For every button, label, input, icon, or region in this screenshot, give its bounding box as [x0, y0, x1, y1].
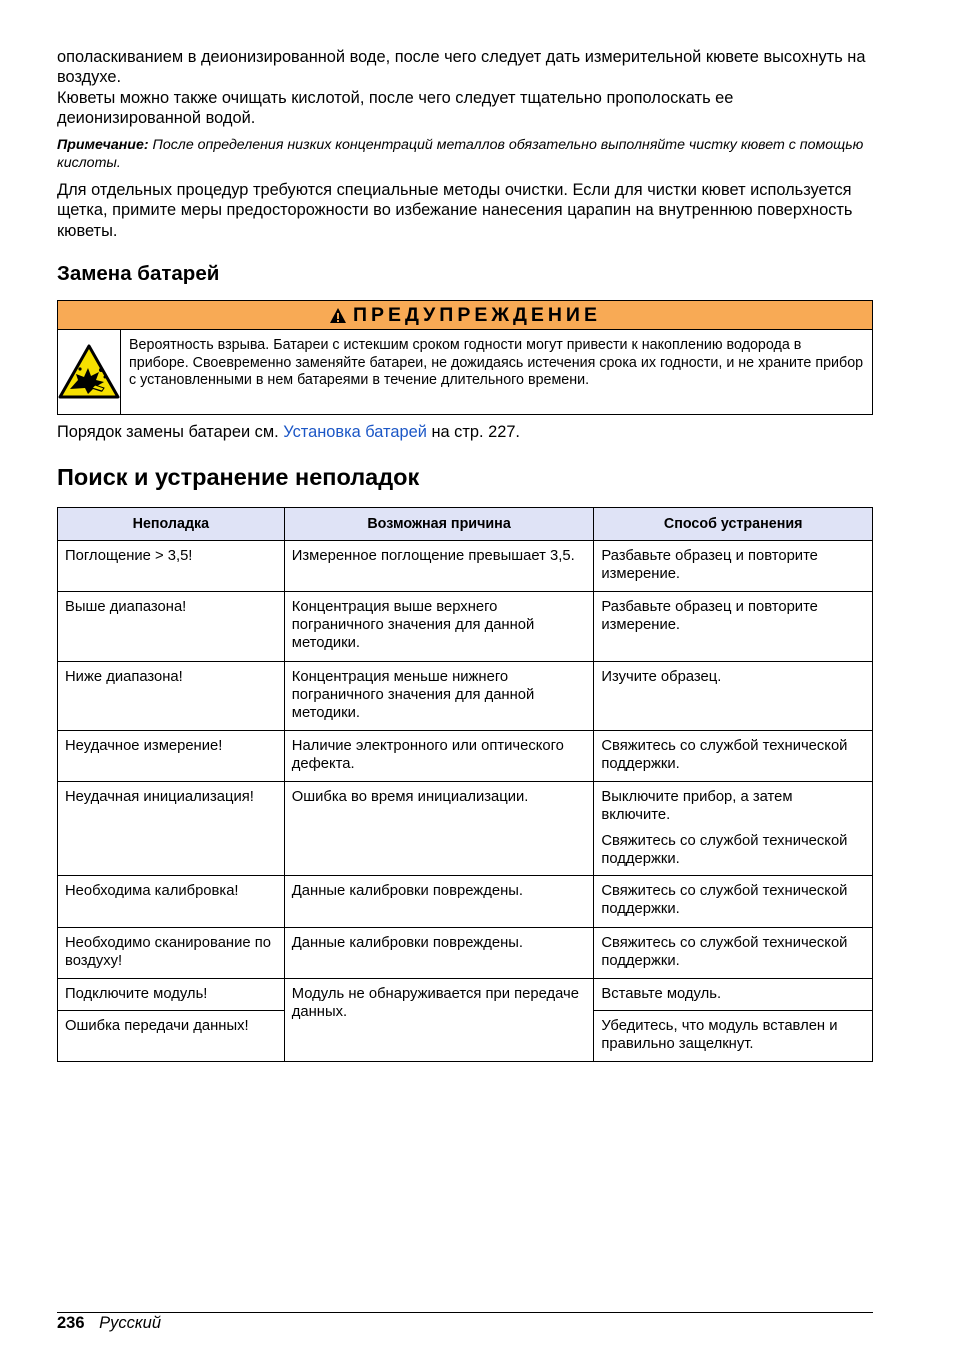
problem-cell: Необходима калибровка! — [58, 876, 285, 928]
solution-cell: Разбавьте образец и повторите измерение. — [594, 592, 873, 662]
paragraph-acid-clean: Кюветы можно также очищать кислотой, после чего следует тщательно прополоскать ее деионизированной водой. — [57, 89, 734, 128]
warning-header — [58, 301, 872, 330]
problem-cell: Необходимо сканирование по воздуху! — [58, 928, 285, 979]
table-row — [58, 731, 873, 782]
problem-cell: Поглощение > 3,5! — [58, 541, 285, 592]
note-text: После определения низких концентраций металлов обязательно выполняйте чистку кювет с помощью кислоты. — [57, 137, 864, 171]
table-row — [58, 979, 873, 1011]
warning-body — [58, 330, 872, 414]
warning-icon-cell — [58, 330, 121, 414]
solution-step-1: Выключите прибор, а затем включите. — [601, 789, 793, 823]
solution-cell: Свяжитесь со службой технической поддержки. — [594, 928, 873, 979]
section-heading-battery: Замена батарей — [57, 262, 220, 285]
troubleshooting-table — [57, 507, 873, 1062]
table-row — [58, 541, 873, 592]
warning-title: ПРЕДУПРЕЖДЕНИЕ — [353, 303, 601, 326]
problem-cell: Подключите модуль! — [58, 979, 285, 1011]
warning-text: Вероятность взрыва. Батареи с истекшим сроком годности могут привести к накоплению водорода в приборе. Своевременно заменяйте батареи, не дожидаясь истечения срока их годности, и не храните прибор с установленными в нем батареями в течение длительного времени. — [129, 337, 864, 389]
note — [57, 136, 873, 172]
solution-cell: Вставьте модуль. — [594, 979, 873, 1011]
footer-divider — [57, 1312, 873, 1313]
problem-cell: Выше диапазона! — [58, 592, 285, 662]
page-footer — [57, 1313, 161, 1333]
solution-cell: Изучите образец. — [594, 662, 873, 731]
cause-cell: Измеренное поглощение превышает 3,5. — [284, 541, 594, 592]
cause-cell: Данные калибровки повреждены. — [284, 928, 594, 979]
section-heading-troubleshooting: Поиск и устранение неполадок — [57, 464, 420, 490]
cause-cell: Ошибка во время инициализации. — [284, 782, 594, 876]
table-row — [58, 876, 873, 928]
warning-box — [57, 300, 873, 415]
solution-cell: Свяжитесь со службой технической поддержки. — [594, 731, 873, 782]
solution-cell: Свяжитесь со службой технической поддержки. — [594, 876, 873, 928]
problem-cell: Неудачное измерение! — [58, 731, 285, 782]
reference-prefix: Порядок замены батареи см. — [57, 423, 279, 441]
table-row — [58, 592, 873, 662]
solution-cell: Убедитесь, что модуль вставлен и правильно защелкнут. — [594, 1011, 873, 1062]
solution-cell — [594, 782, 873, 876]
explosion-hazard-icon — [58, 344, 120, 400]
table-row — [58, 928, 873, 979]
cause-cell: Наличие электронного или оптического дефекта. — [284, 731, 594, 782]
paragraph-special-methods: Для отдельных процедур требуются специальные методы очистки. Если для чистки кювет используется щетка, примите меры предосторожности во избежание нанесения царапин на внутреннюю поверхность кюветы. — [57, 181, 853, 240]
column-header-solution: Способ устранения — [594, 508, 873, 541]
solution-step-2: Свяжитесь со службой технической поддержки. — [601, 833, 848, 867]
table-row — [58, 662, 873, 731]
page-number: 236 — [57, 1314, 85, 1332]
table-row — [58, 782, 873, 876]
column-header-cause: Возможная причина — [284, 508, 594, 541]
battery-install-link[interactable]: Установка батарей — [283, 423, 427, 441]
solution-cell: Разбавьте образец и повторите измерение. — [594, 541, 873, 592]
warning-triangle-icon — [329, 307, 347, 324]
problem-cell: Неудачная инициализация! — [58, 782, 285, 876]
footer-language: Русский — [99, 1314, 162, 1332]
problem-cell: Ниже диапазона! — [58, 662, 285, 731]
cause-cell: Концентрация меньше нижнего пограничного значения для данной методики. — [284, 662, 594, 731]
cause-cell: Данные калибровки повреждены. — [284, 876, 594, 928]
column-header-problem: Неполадка — [58, 508, 285, 541]
cause-cell: Модуль не обнаруживается при передаче данных. — [284, 979, 594, 1062]
paragraph-rinse: ополаскиванием в деионизированной воде, после чего следует дать измерительной кювете высохнуть на воздухе. — [57, 48, 866, 87]
cause-cell: Концентрация выше верхнего пограничного значения для данной методики. — [284, 592, 594, 662]
table-header-row — [58, 508, 873, 541]
reference-suffix: на стр. 227. — [431, 423, 520, 441]
problem-cell: Ошибка передачи данных! — [58, 1011, 285, 1062]
note-label: Примечание: — [57, 137, 149, 153]
battery-reference — [57, 422, 873, 442]
